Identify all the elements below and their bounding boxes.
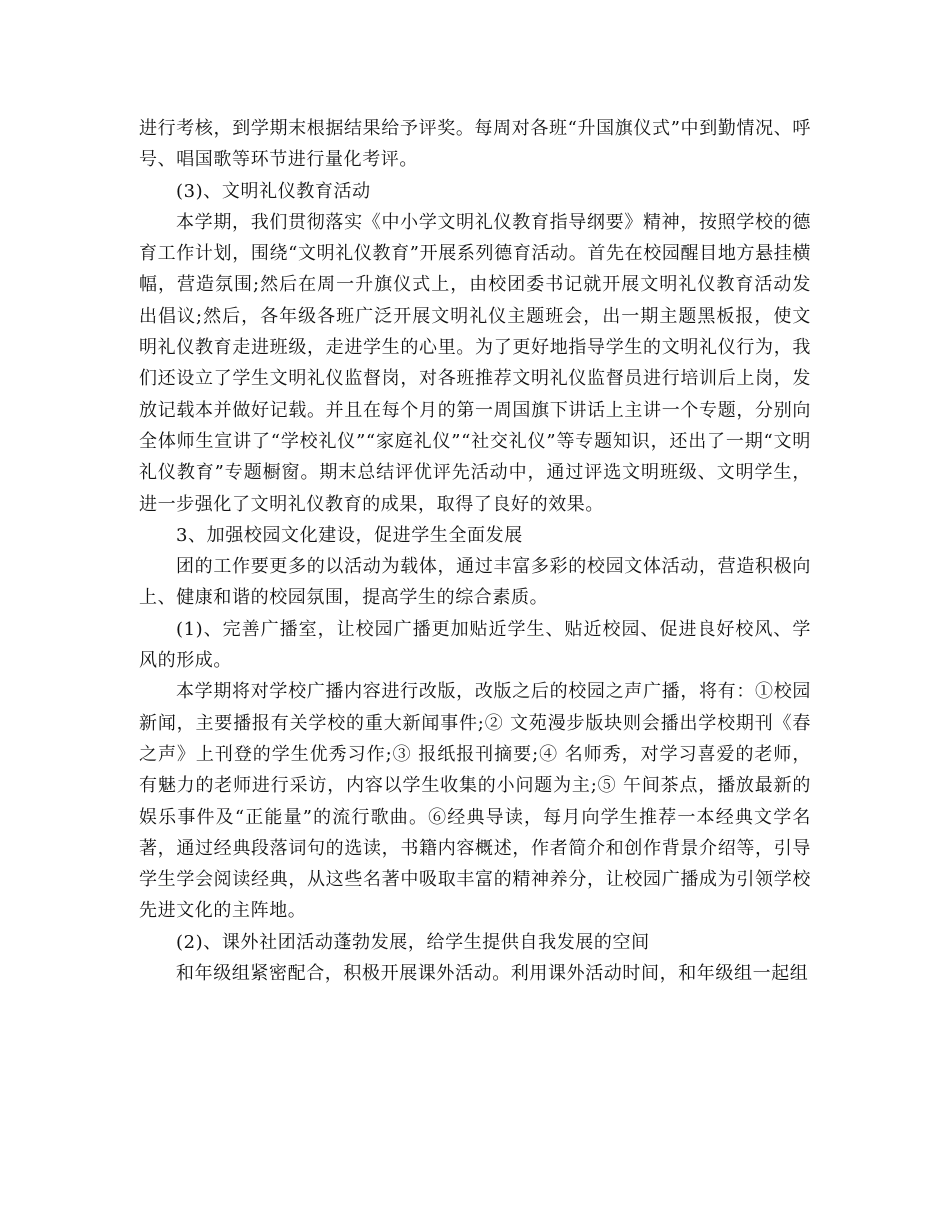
heading-campus-culture: 3、加强校园文化建设，促进学生全面发展	[176, 524, 523, 546]
heading-broadcast-room: (1)、完善广播室，让校园广播更加贴近学生、贴近校园、促进良好校风、学风的形成。	[139, 618, 811, 672]
heading-extracurricular-clubs: (2)、课外社团活动蓬勃发展，给学生提供自我发展的空间	[176, 931, 650, 953]
paragraph-broadcast-content: 本学期将对学校广播内容进行改版，改版之后的校园之声广播，将有：①校园新闻，主要播报有关学校的重大新闻事件;② 文苑漫步版块则会播出学校期刊《春之声》上刊登的学生优秀习作;③ 报纸报刊摘要;④ 名师秀，对学习喜爱的老师，有魅力的老师进行采访，内容以学生收集的小问题为主;⑤ 午间茶点，播放最新的娱乐事件及“正能量”的流行歌曲。⑥经典导读，每月向学生推荐一本经典文学名著，通过经典段落词句的选读，书籍内容概述，作者简介和创作背景介绍等，引导学生学会阅读经典，从这些名著中吸取丰富的精神养分，让校园广播成为引领学校先进文化的主阵地。	[139, 681, 811, 922]
paragraph-exam-evaluation: 进行考核，到学期末根据结果给予评奖。每周对各班“升国旗仪式”中到勤情况、呼号、唱国歌等环节进行量化考评。	[139, 118, 811, 171]
document-body	[139, 113, 811, 989]
paragraph-etiquette-education: 本学期，我们贯彻落实《中小学文明礼仪教育指导纲要》精神，按照学校的德育工作计划，围绕“文明礼仪教育”开展系列德育活动。首先在校园醒目地方悬挂横幅，营造氛围;然后在周一升旗仪式上，由校团委书记就开展文明礼仪教育活动发出倡议;然后，各年级各班广泛开展文明礼仪主题班会，出一期主题黑板报，使文明礼仪教育走进班级，走进学生的心里。为了更好地指导学生的文明礼仪行为，我们还设立了学生文明礼仪监督岗，对各班推荐文明礼仪监督员进行培训后上岗，发放记载本并做好记载。并且在每个月的第一周国旗下讲话上主讲一个专题，分别向全体师生宣讲了“学校礼仪”“家庭礼仪”“社交礼仪”等专题知识，还出了一期“文明礼仪教育”专题橱窗。期末总结评优评先活动中，通过评选文明班级、文明学生，进一步强化了文明礼仪教育的成果，取得了良好的效果。	[139, 211, 811, 515]
heading-etiquette-activity: (3)、文明礼仪教育活动	[176, 180, 371, 202]
paragraph-campus-activities: 团的工作要更多的以活动为载体，通过丰富多彩的校园文体活动，营造积极向上、健康和谐的校园氛围，提高学生的综合素质。	[139, 556, 811, 609]
paragraph-extracurricular: 和年级组紧密配合，积极开展课外活动。利用课外活动时间，和年级组一起组	[176, 963, 809, 985]
